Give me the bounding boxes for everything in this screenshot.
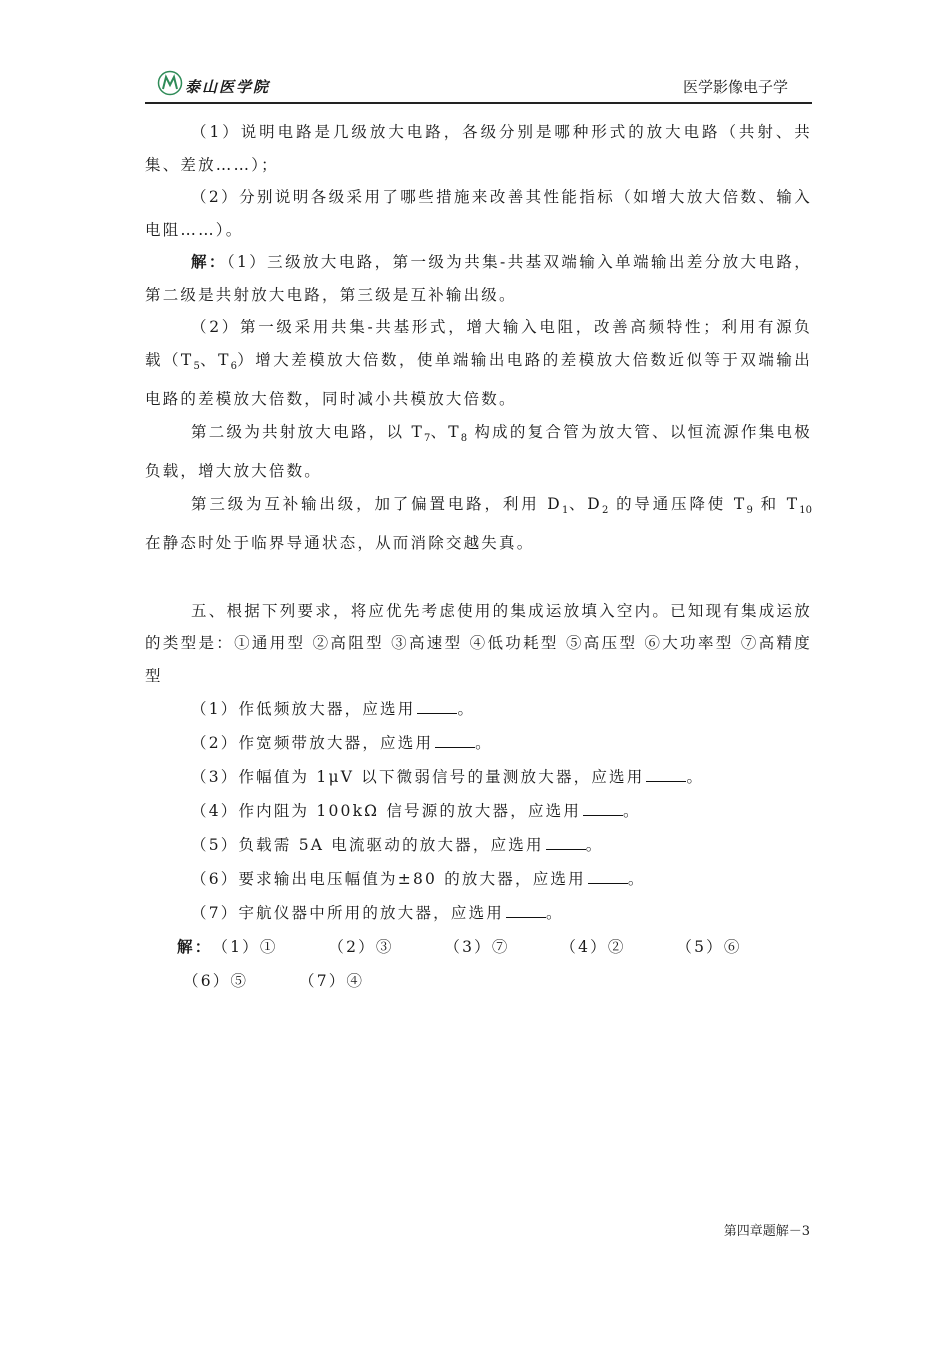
solution-label: 解： [191, 252, 227, 271]
page-body [145, 116, 812, 998]
question-part-1: （1）说明电路是几级放大电路，各级分别是哪种形式的放大电路（共射、共集、差放……）； [145, 123, 812, 174]
question-5-item: （1）作低频放大器，应选用 。 [191, 700, 476, 719]
page-header [145, 68, 812, 104]
answer-blank [506, 903, 546, 918]
question-5-answers-cont: （6）⑤ （7）④ [183, 972, 365, 991]
solution-3: 第二级为共射放大电路，以 $T_7$、$T_8$ 构成的复合管为放大管、以恒流源作集电极负载，增大放大倍数。 [145, 422, 812, 481]
question-5-item: （6）要求输出电压幅值为±80 的放大器，应选用 。 [191, 870, 646, 889]
question-5-item: （3）作幅值为 1μV 以下微弱信号的量测放大器，应选用 。 [191, 768, 705, 787]
answer-blank [588, 869, 628, 884]
solution-1: 解：（1）三级放大电路，第一级为共集-共基双端输入单端输出差分放大电路，第二级是共射放大电路，第三级是互补输出级。 [145, 252, 812, 304]
question-5-item: （2）作宽频带放大器，应选用 。 [191, 734, 493, 753]
school-name: 泰山医学院 [185, 78, 271, 96]
question-5-item: （5）负载需 5A 电流驱动的放大器，应选用 。 [191, 836, 604, 855]
question-5-item: （7）宇航仪器中所用的放大器，应选用 。 [191, 904, 564, 923]
answer-blank [435, 733, 475, 748]
answer-blank [646, 767, 686, 782]
page-number: 第四章题解－3 [723, 1224, 810, 1239]
question-part-2: （2）分别说明各级采用了哪些措施来改善其性能指标（如增大放大倍数、输入电阻……）。 [145, 188, 812, 239]
question-5-answers: 解：（1）① （2）③ （3）⑦ （4）② （5）⑥ [177, 937, 742, 957]
answer-blank [417, 699, 457, 714]
answer-blank [583, 801, 623, 816]
question-5-item: （4）作内阻为 100kΩ 信号源的放大器，应选用 。 [191, 802, 641, 821]
question-5-intro: 五、根据下列要求，将应优先考虑使用的集成运放填入空内。已知现有集成运放的类型是：①通用型 ②高阻型 ③高速型 ④低功耗型 ⑤高压型 ⑥大功率型 ⑦高精度型 [145, 601, 812, 685]
answer-blank [546, 835, 586, 850]
solution-2: （2）第一级采用共集-共基形式，增大输入电阻，改善高频特性；利用有源负载（$T_5$、$T_6$）增大差模放大倍数，使单端输出电路的差模放大倍数近似等于双端输出电路的差模放大倍数，同时减小共模放大倍数。 [145, 318, 812, 409]
course-title: 医学影像电子学 [682, 78, 788, 96]
school-logo-icon [157, 70, 183, 96]
solution-4: 第三级为互补输出级，加了偏置电路，利用 $D_1$、$D_2$ 的导通压降使 $T_9$ 和 $T_{10}$ 在静态时处于临界导通状态，从而消除交越失真。 [145, 494, 813, 553]
